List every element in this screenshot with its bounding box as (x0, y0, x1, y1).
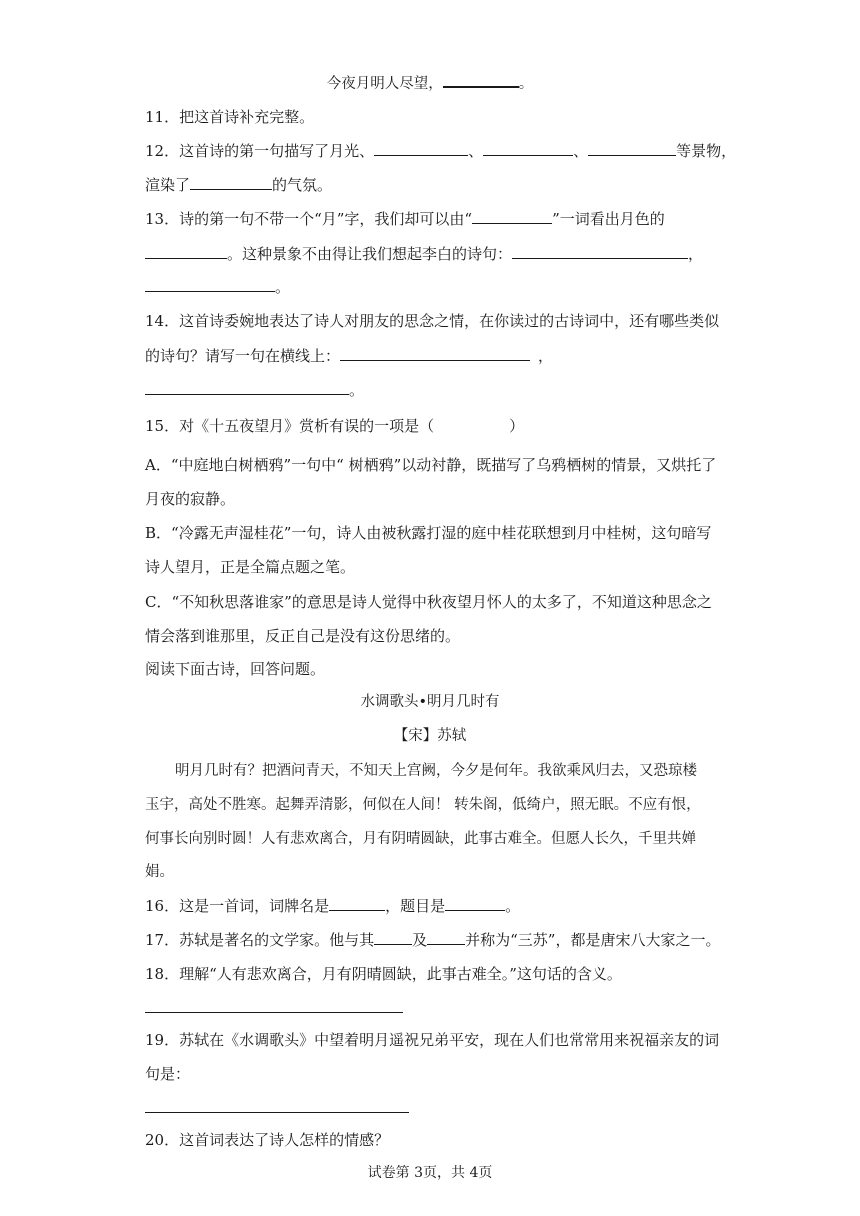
answer-line[interactable] (145, 1112, 409, 1113)
option-a-line-2: 月夜的寂静。 (145, 490, 236, 508)
question-13-line-3: 。 (145, 277, 290, 297)
poem-text-line-1: 明月几时有？把酒问青天，不知天上宫阙，今夕是何年。我欲乘风归去，又恐琼楼 (175, 763, 697, 779)
page-footer: 试卷第 3页，共 4页 (367, 1165, 493, 1181)
question-12-line-2: 渲染了 的气氛。 (145, 176, 333, 194)
answer-blank[interactable] (190, 175, 272, 190)
question-11: 11．把这首诗补充完整。 (145, 108, 315, 126)
answer-blank[interactable] (445, 896, 505, 911)
question-20: 20．这首词表达了诗人怎样的情感？ (145, 1131, 390, 1149)
poem-text-line-3: 何事长向别时圆！人有悲欢离合，月有阴晴圆缺，此事古难全。但愿人长久，千里共婵 (145, 831, 696, 847)
question-13-line-1: 13．诗的第一句不带一个“月”字，我们却可以由“ ”一词看出月色的 (145, 210, 665, 228)
question-16: 16．这是一首词，词牌名是 ，题目是 。 (145, 897, 521, 915)
question-12-line-1: 12．这首诗的第一句描写了月光、 、 、 等景物， (145, 142, 737, 160)
question-19-line-2: 句是： (145, 1065, 191, 1083)
answer-blank[interactable] (340, 346, 530, 361)
option-c-line-1: C．“不知秋思落谁家”的意思是诗人觉得中秋夜望月怀人的太多了，不知道这种思念之 (145, 593, 712, 611)
question-14-line-2: 的诗句？请写一句在横线上： ， (145, 347, 554, 365)
question-17: 17．苏轼是著名的文学家。他与其 及 并称为“三苏”，都是唐宋八大家之一。 (145, 931, 721, 949)
question-15-stem: 15．对《十五夜望月》赏析有误的一项是（ ） (145, 417, 525, 435)
answer-blank[interactable] (145, 277, 275, 292)
answer-blank[interactable] (588, 141, 676, 156)
option-b-line-1: B．“冷露无声湿桂花”一句，诗人由被秋露打湿的庭中桂花联想到月中桂树，这句暗写 (145, 524, 712, 542)
answer-blank[interactable] (374, 141, 468, 156)
option-c-line-2: 情会落到谁那里，反正自己是没有这份思绪的。 (145, 627, 461, 645)
poem-title: 水调歌头•明月几时有 (360, 694, 500, 710)
answer-blank[interactable] (512, 244, 688, 259)
question-18: 18．理解“人有悲欢离合，月有阴晴圆缺，此事古难全。”这句话的含义。 (145, 965, 622, 983)
answer-blank[interactable] (427, 930, 465, 945)
answer-blank[interactable] (443, 72, 519, 88)
answer-blank[interactable] (472, 209, 552, 224)
answer-blank[interactable] (483, 141, 573, 156)
question-14-line-1: 14．这首诗委婉地表达了诗人对朋友的思念之情，在你读过的古诗词中，还有哪些类似 (145, 312, 720, 330)
poem-text-line-2: 玉宇，高处不胜寒。起舞弄清影，何似在人间！ 转朱阁，低绮户，照无眠。不应有恨， (145, 797, 701, 813)
question-13-line-2: 。这种景象不由得让我们想起李白的诗句： ， (145, 244, 703, 264)
answer-blank[interactable] (374, 930, 412, 945)
question-19-line-1: 19．苏轼在《水调歌头》中望着明月遥祝兄弟平安，现在人们也常常用来祝福亲友的词 (145, 1031, 720, 1049)
read-instruction: 阅读下面古诗，回答问题。 (145, 660, 326, 678)
poem-author: 【宋】苏轼 (393, 728, 467, 744)
poem-line: 今夜月明人尽望， 。 (0, 72, 860, 94)
answer-blank[interactable] (329, 896, 385, 911)
option-b-line-2: 诗人望月，正是全篇点题之笔。 (145, 558, 356, 576)
answer-line[interactable] (145, 1012, 403, 1013)
answer-blank[interactable] (145, 380, 349, 395)
poem-text-line-4: 娟。 (145, 864, 174, 880)
question-14-line-3: 。 (145, 380, 364, 400)
option-a-line-1: A．“中庭地白树栖鸦”一句中“ 树栖鸦”以动衬静，既描写了乌鸦栖树的情景，又烘托了 (145, 456, 717, 474)
answer-blank[interactable] (145, 244, 227, 259)
